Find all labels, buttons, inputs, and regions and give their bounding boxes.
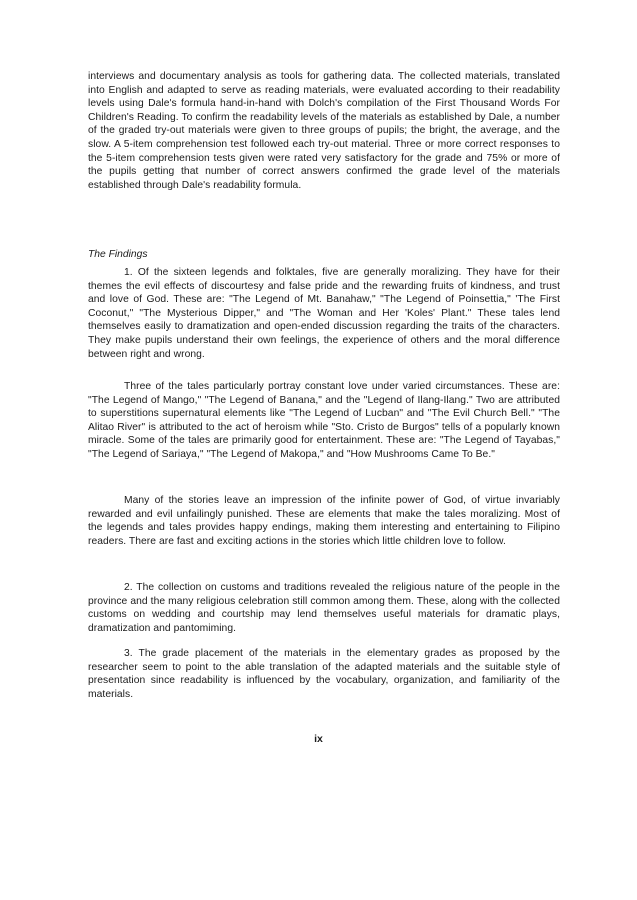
findings-paragraph-4: 2. The collection on customs and traditions revealed the religious nature of the people in the province and the many religious celebration still common among them. These, along with the collected customs on wedding and courtship may lend themselves useful materials for dramatic plays, dramatization and pantomiming.	[88, 582, 560, 634]
page-number: ix	[314, 733, 323, 745]
section-heading: The Findings	[88, 249, 148, 260]
findings-paragraph-1: 1. Of the sixteen legends and folktales, five are generally moralizing. They have for their themes the evil effects of discourtesy and false pride and the rewarding fruits of kindness, and trust and love of God. These are: "The Legend of Mt. Banahaw," "The Legend of Poinsettia," 'The First Coconut," "The Mysterious Dipper," and "The Woman and Her 'Koles' Plant." These tales lend themselves easily to dramatization and open-ended discussion regarding the traits of the characters. They make pupils understand their own feelings, the experience of others and the moral difference between right and wrong.	[88, 267, 560, 360]
findings-paragraph-2: Three of the tales particularly portray constant love under varied circumstances. These are: "The Legend of Mango," "The Legend of Banana," and the "Legend of Ilang-Ilang." Two are attributed to superstitions supernatural elements like "The Legend of Lucban" and "The Evil Church Bell." "The Alitao River" is attributed to the act of heroism while "Sto. Cristo de Burgos" tells of a popularly known miracle. Some of the tales are primarily good for entertainment. These are: "The Legend of Tayabas," "The Legend of Sariaya," "The Legend of Makopa," and "How Mushrooms Came To Be."	[88, 381, 560, 460]
findings-paragraph-3: Many of the stories leave an impression of the infinite power of God, of virtue invariably rewarded and evil unfailingly punished. These are elements that make the tales moralizing. Most of the legends and tales provides happy endings, making them interesting and entertaining to Filipino readers. There are fast and exciting actions in the stories which little children love to follow.	[88, 495, 560, 547]
findings-paragraph-5: 3. The grade placement of the materials in the elementary grades as proposed by the researcher seem to point to the able translation of the adapted materials and the suitable style of presentation since readability is influenced by the vocabulary, organization, and familiarity of the materials.	[88, 648, 560, 700]
intro-paragraph: interviews and documentary analysis as tools for gathering data. The collected materials, translated into English and adapted to serve as reading materials, were evaluated according to their readability levels using Dale's formula hand-in-hand with Dolch's compilation of the First Thousand Words For Children's Reading. To confirm the readability levels of the materials as established by Dale, a number of the graded try-out materials were given to three groups of pupils; the bright, the average, and the slow. A 5-item comprehension test followed each try-out material. Three or more correct responses to the 5-item comprehension tests given were rated very satisfactory for the grade and 75% or more of the pupils getting that number of correct answers confirmed the grade level of the materials established through Dale's readability formula.	[88, 71, 560, 191]
